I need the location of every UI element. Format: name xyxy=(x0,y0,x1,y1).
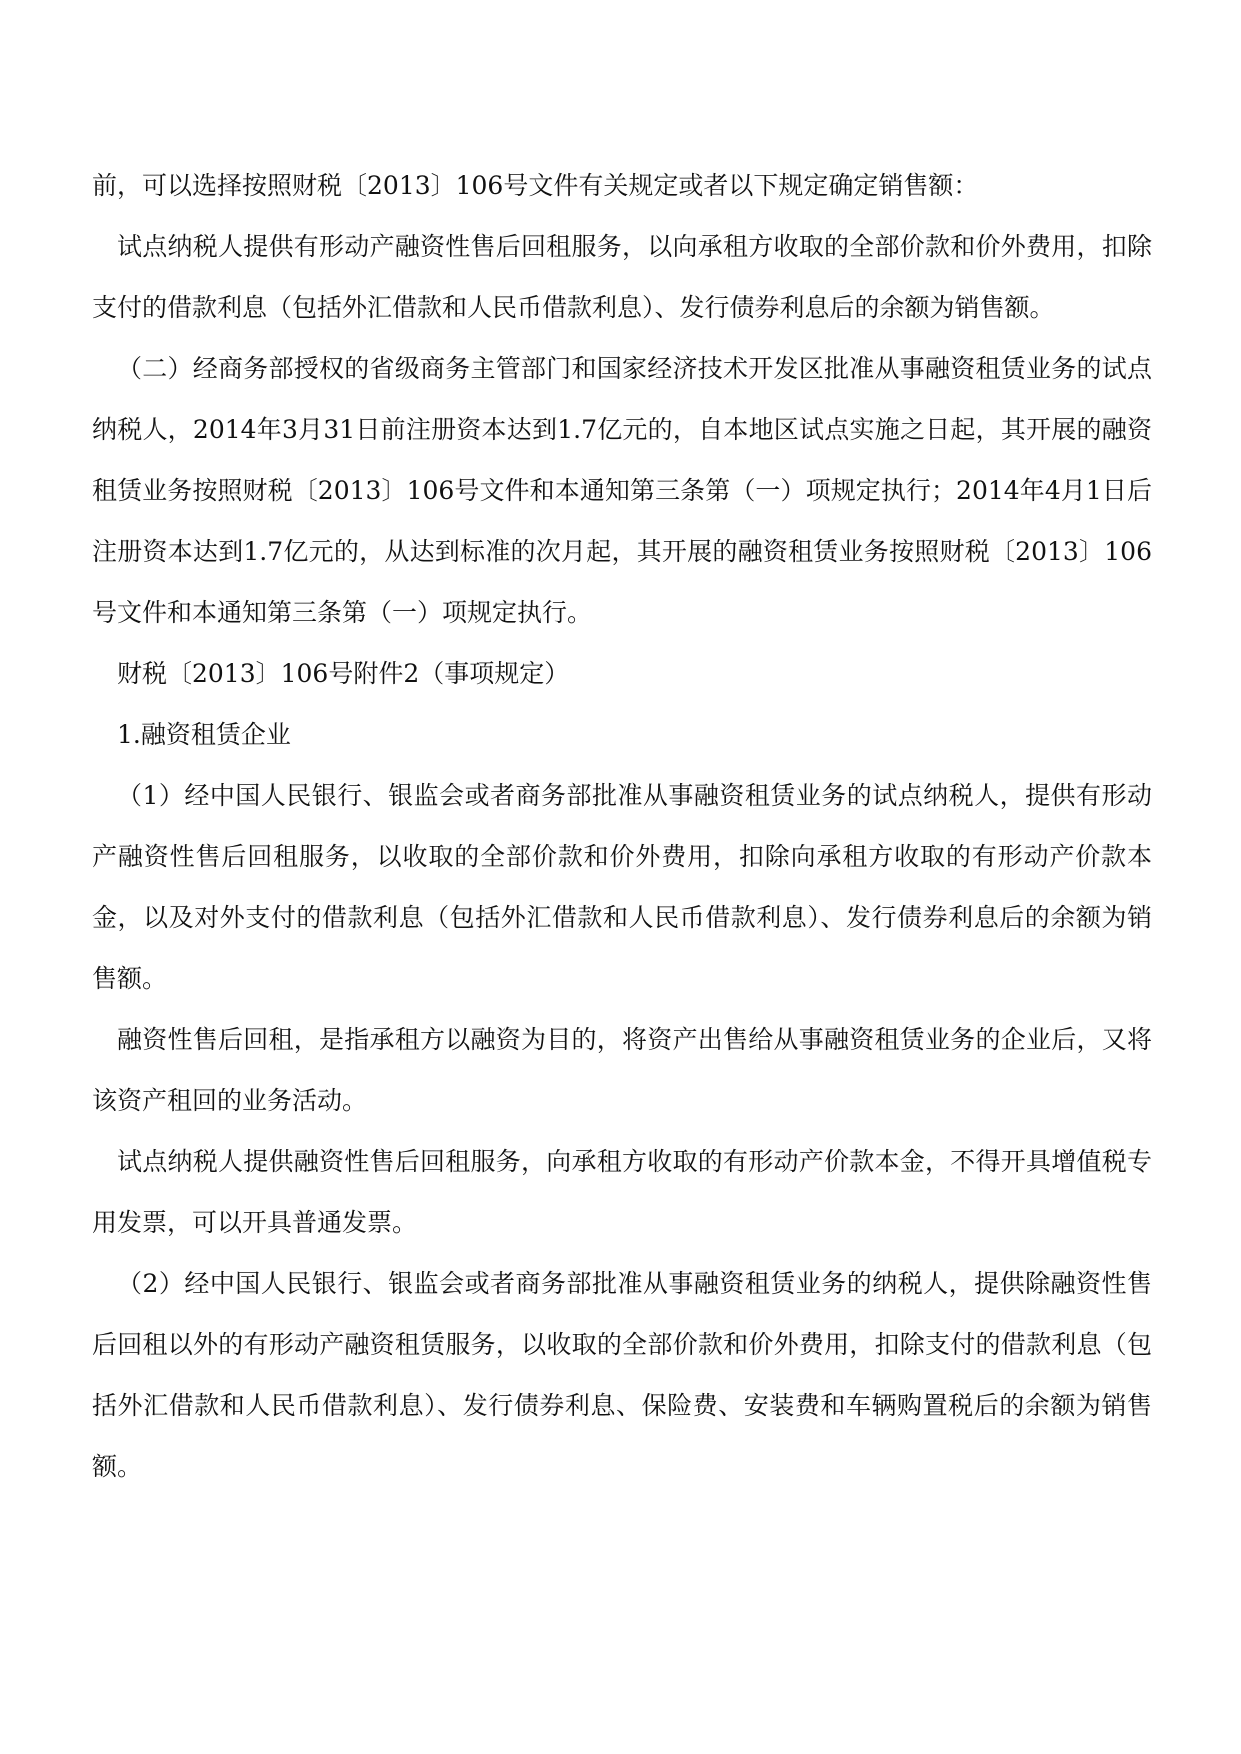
paragraph-leaseback-rule: 试点纳税人提供有形动产融资性售后回租服务，以向承租方收取的全部价款和价外费用，扣除支付的借款利息（包括外汇借款和人民币借款利息）、发行债券利息后的余额为销售额。 xyxy=(92,232,1152,322)
paragraph-continuation: 前，可以选择按照财税〔2013〕106号文件有关规定或者以下规定确定销售额： xyxy=(92,171,979,200)
paragraph-invoice-rule: 试点纳税人提供融资性售后回租服务，向承租方收取的有形动产价款本金，不得开具增值税专用发票，可以开具普通发票。 xyxy=(92,1147,1152,1237)
paragraph-leaseback-definition: 融资性售后回租，是指承租方以融资为目的，将资产出售给从事融资租赁业务的企业后，又将该资产租回的业务活动。 xyxy=(92,1025,1152,1115)
paragraph-item-one: （1）经中国人民银行、银监会或者商务部批准从事融资租赁业务的试点纳税人，提供有形动产融资性售后回租服务，以收取的全部价款和价外费用，扣除向承租方收取的有形动产价款本金，以及对外支付的借款利息（包括外汇借款和人民币借款利息）、发行债券利息后的余额为销售额。 xyxy=(92,781,1152,993)
paragraph-annex-heading: 财税〔2013〕106号附件2（事项规定） xyxy=(117,659,570,688)
paragraph-section-two: （二）经商务部授权的省级商务主管部门和国家经济技术开发区批准从事融资租赁业务的试点纳税人，2014年3月31日前注册资本达到1.7亿元的，自本地区试点实施之日起，其开展的融资租赁业务按照财税〔2013〕106号文件和本通知第三条第（一）项规定执行；2014年4月1日后注册资本达到1.7亿元的，从达到标准的次月起，其开展的融资租赁业务按照财税〔2013〕106号文件和本通知第三条第（一）项规定执行。 xyxy=(92,354,1152,627)
paragraph-item-heading: 1.融资租赁企业 xyxy=(117,720,291,749)
paragraph-item-two: （2）经中国人民银行、银监会或者商务部批准从事融资租赁业务的纳税人，提供除融资性售后回租以外的有形动产融资租赁服务，以收取的全部价款和价外费用，扣除支付的借款利息（包括外汇借款和人民币借款利息）、发行债券利息、保险费、安装费和车辆购置税后的余额为销售额。 xyxy=(92,1269,1152,1481)
document-body xyxy=(92,155,1152,1497)
